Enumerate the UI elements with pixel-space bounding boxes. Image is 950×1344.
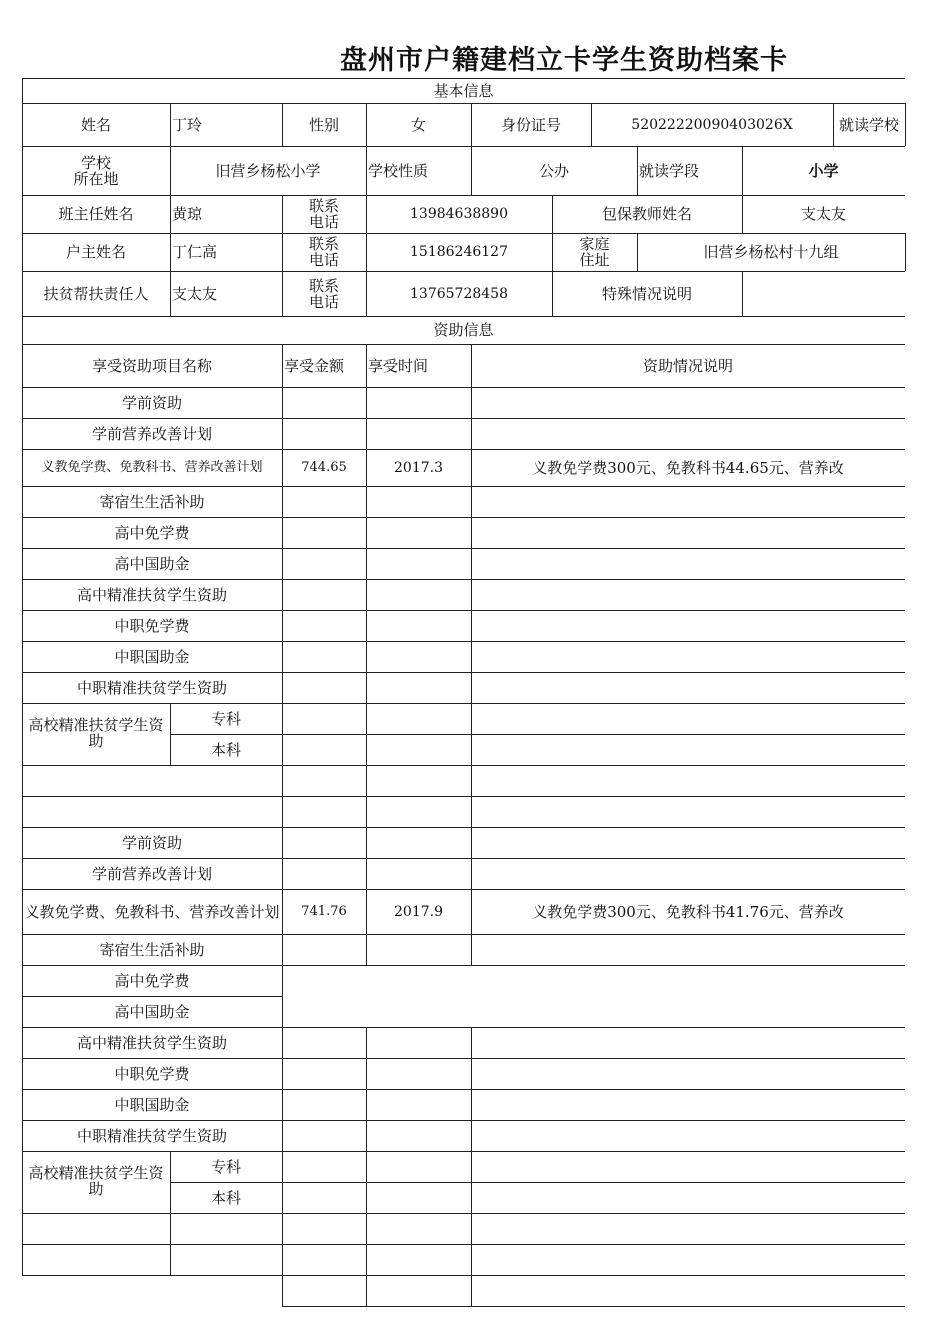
grid-line-v <box>905 233 906 271</box>
guarantor-value: 支太友 <box>800 205 846 223</box>
col-time-header: 享受时间 <box>368 356 429 375</box>
gender-label: 性别 <box>308 115 339 134</box>
householder-label: 户主姓名 <box>65 243 126 261</box>
aid-item-label: 寄宿生生活补助 <box>99 492 205 511</box>
grid-line-v <box>742 271 743 316</box>
col-desc-header: 资助情况说明 <box>642 356 733 375</box>
basic-info-header: 基本信息 <box>433 81 494 100</box>
id-number-label: 身份证号 <box>500 115 561 134</box>
aid-amount-value: 744.65 <box>301 459 347 475</box>
grid-line-h <box>22 1275 905 1276</box>
aid-item-label: 寄宿生生活补助 <box>99 940 205 959</box>
aid-item-label: 学前营养改善计划 <box>91 424 212 443</box>
aid-item-label: 学前资助 <box>121 833 182 852</box>
aid-item-label: 中职精准扶贫学生资助 <box>76 1126 227 1145</box>
aid-subitem-label: 本科 <box>210 1188 241 1207</box>
aid-item-label: 义教免学费、免教科书、营养改善计划 <box>24 902 280 921</box>
aid-item-label: 高中精准扶贫学生资助 <box>76 585 227 604</box>
aid-item-label: 高校精准扶贫学生资助 <box>28 716 164 750</box>
address-label: 家庭 住址 <box>579 235 610 269</box>
helper-phone-label: 联系 电话 <box>308 276 339 311</box>
school-location-label: 学校 所在地 <box>73 153 119 188</box>
aid-item-label: 学前资助 <box>121 393 182 412</box>
aid-item-label: 中职免学费 <box>114 616 190 635</box>
col-item-header: 享受资助项目名称 <box>91 356 212 375</box>
householder-value: 丁仁高 <box>172 243 218 261</box>
helper-phone-value: 13765728458 <box>410 285 508 302</box>
aid-item-label: 高中免学费 <box>114 971 190 990</box>
grid-line-h <box>22 1213 905 1214</box>
helper-label: 扶贫帮扶责任人 <box>43 284 149 303</box>
aid-item-label: 中职免学费 <box>114 1064 190 1083</box>
aid-subitem-label: 专科 <box>210 1157 241 1176</box>
grid-line-h <box>22 765 905 766</box>
guarantor-label: 包保教师姓名 <box>601 205 692 223</box>
grid-line-v <box>905 103 906 146</box>
school-type-value: 公办 <box>538 161 569 180</box>
aid-item-label: 高中免学费 <box>114 523 190 542</box>
aid-info-header: 资助信息 <box>433 321 494 339</box>
aid-time-value: 2017.9 <box>394 903 443 920</box>
stage-value: 小学 <box>808 161 839 180</box>
aid-amount-value: 741.76 <box>301 903 347 919</box>
page-title: 盘州市户籍建档立卡学生资助档案卡 <box>340 45 788 76</box>
school-type-label: 学校性质 <box>368 161 429 180</box>
teacher-phone-label: 联系 电话 <box>308 197 339 231</box>
id-number-value: 52022220090403026X <box>631 116 793 133</box>
aid-item-label: 高中精准扶贫学生资助 <box>76 1033 227 1052</box>
grid-line-v <box>366 1027 367 1306</box>
grid-line-h <box>22 1244 905 1245</box>
teacher-value: 黄琼 <box>172 205 203 223</box>
teacher-label: 班主任姓名 <box>58 205 134 223</box>
aid-desc-value: 义教免学费300元、免教科书44.65元、营养改 <box>532 458 844 477</box>
school-label: 就读学校 <box>838 115 899 134</box>
teacher-phone-value: 13984638890 <box>410 206 508 222</box>
aid-item-label: 中职国助金 <box>114 647 190 666</box>
householder-phone-value: 15186246127 <box>410 244 508 260</box>
aid-item-label: 高中国助金 <box>114 554 190 573</box>
aid-subitem-label: 本科 <box>210 740 241 759</box>
helper-value: 支太友 <box>172 284 218 303</box>
special-label: 特殊情况说明 <box>601 284 692 303</box>
aid-item-label: 高中国助金 <box>114 1002 190 1021</box>
address-value: 旧营乡杨松村十九组 <box>703 243 839 261</box>
grid-line-v <box>471 1027 472 1306</box>
col-amount-header: 享受金额 <box>284 356 345 375</box>
aid-item-label: 中职国助金 <box>114 1095 190 1114</box>
gender-value: 女 <box>410 115 426 134</box>
school-location-value: 旧营乡杨松小学 <box>215 161 321 180</box>
aid-desc-value: 义教免学费300元、免教科书41.76元、营养改 <box>532 902 844 921</box>
aid-time-value: 2017.3 <box>394 459 443 476</box>
aid-item-label: 高校精准扶贫学生资助 <box>28 1164 164 1198</box>
grid-line-h <box>282 1306 905 1307</box>
stage-label: 就读学段 <box>639 161 700 180</box>
householder-phone-label: 联系 电话 <box>308 235 339 269</box>
aid-item-label: 学前营养改善计划 <box>91 864 212 883</box>
aid-subitem-label: 专科 <box>210 709 241 728</box>
name-value: 丁玲 <box>172 115 203 134</box>
name-label: 姓名 <box>80 115 111 134</box>
aid-item-label: 中职精准扶贫学生资助 <box>76 678 227 697</box>
aid-item-label: 义教免学费、免教科书、营养改善计划 <box>41 459 263 475</box>
grid-line-h <box>22 796 905 797</box>
